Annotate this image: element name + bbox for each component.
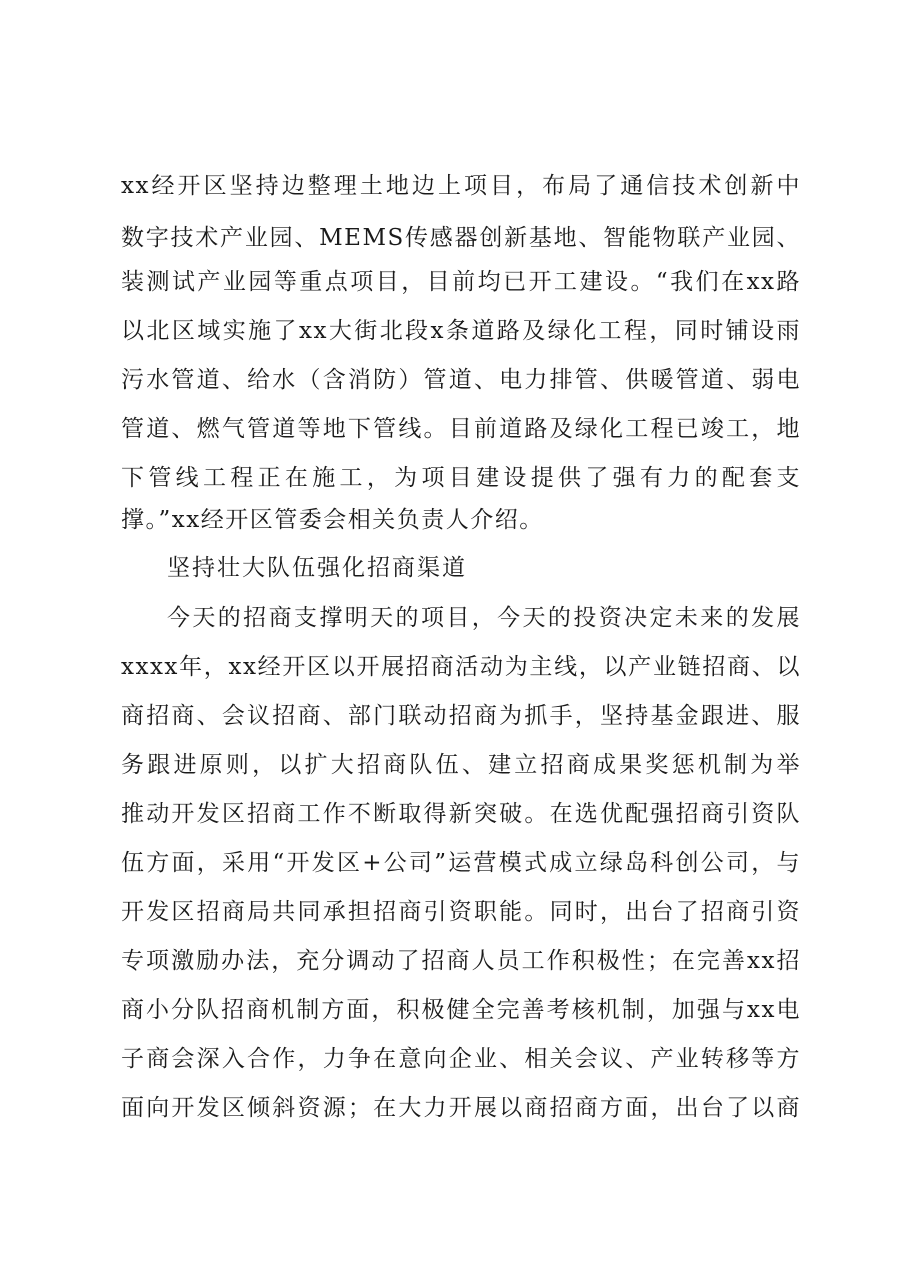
text-line: 以北区域实施了xx大街北段x条道路及绿化工程，同时铺设雨	[121, 318, 801, 344]
text-line: 专项激励办法，充分调动了招商人员工作积极性；在完善xx招	[121, 948, 801, 974]
text-line: xx经开区坚持边整理土地边上项目，布局了通信技术创新中	[121, 173, 801, 199]
text-line: 数字技术产业园、MEMS传感器创新基地、智能物联产业园、	[121, 225, 801, 251]
text-line: 今天的招商支撑明天的项目，今天的投资决定未来的发展	[167, 605, 801, 631]
text-line: 商小分队招商机制方面，积极健全完善考核机制，加强与xx电	[121, 997, 801, 1023]
text-line: 商招商、会议招商、部门联动招商为抓手，坚持基金跟进、服	[121, 703, 801, 729]
text-line: 撑。”xx经开区管委会相关负责人介绍。	[121, 507, 544, 533]
text-line: 推动开发区招商工作不断取得新突破。在选优配强招商引资队	[121, 801, 801, 827]
text-line: 装测试产业园等重点项目，目前均已开工建设。“我们在xx路	[121, 269, 801, 295]
text-line: 下管线工程正在施工，为项目建设提供了强有力的配套支	[121, 465, 801, 491]
section-heading: 坚持壮大队伍强化招商渠道	[167, 555, 467, 581]
text-line: 务跟进原则，以扩大招商队伍、建立招商成果奖惩机制为举	[121, 752, 801, 778]
text-line: 污水管道、给水（含消防）管道、电力排管、供暖管道、弱电	[121, 367, 801, 393]
text-line: 面向开发区倾斜资源；在大力开展以商招商方面，出台了以商	[121, 1095, 801, 1121]
text-line: 开发区招商局共同承担招商引资职能。同时，出台了招商引资	[121, 899, 801, 925]
text-line: 子商会深入合作，力争在意向企业、相关会议、产业转移等方	[121, 1046, 801, 1072]
text-line: 伍方面，采用“开发区+公司”运营模式成立绿岛科创公司，与	[121, 850, 801, 876]
text-line: xxxx年，xx经开区以开展招商活动为主线，以产业链招商、以	[121, 654, 801, 680]
text-line: 管道、燃气管道等地下管线。目前道路及绿化工程已竣工，地	[121, 416, 801, 442]
